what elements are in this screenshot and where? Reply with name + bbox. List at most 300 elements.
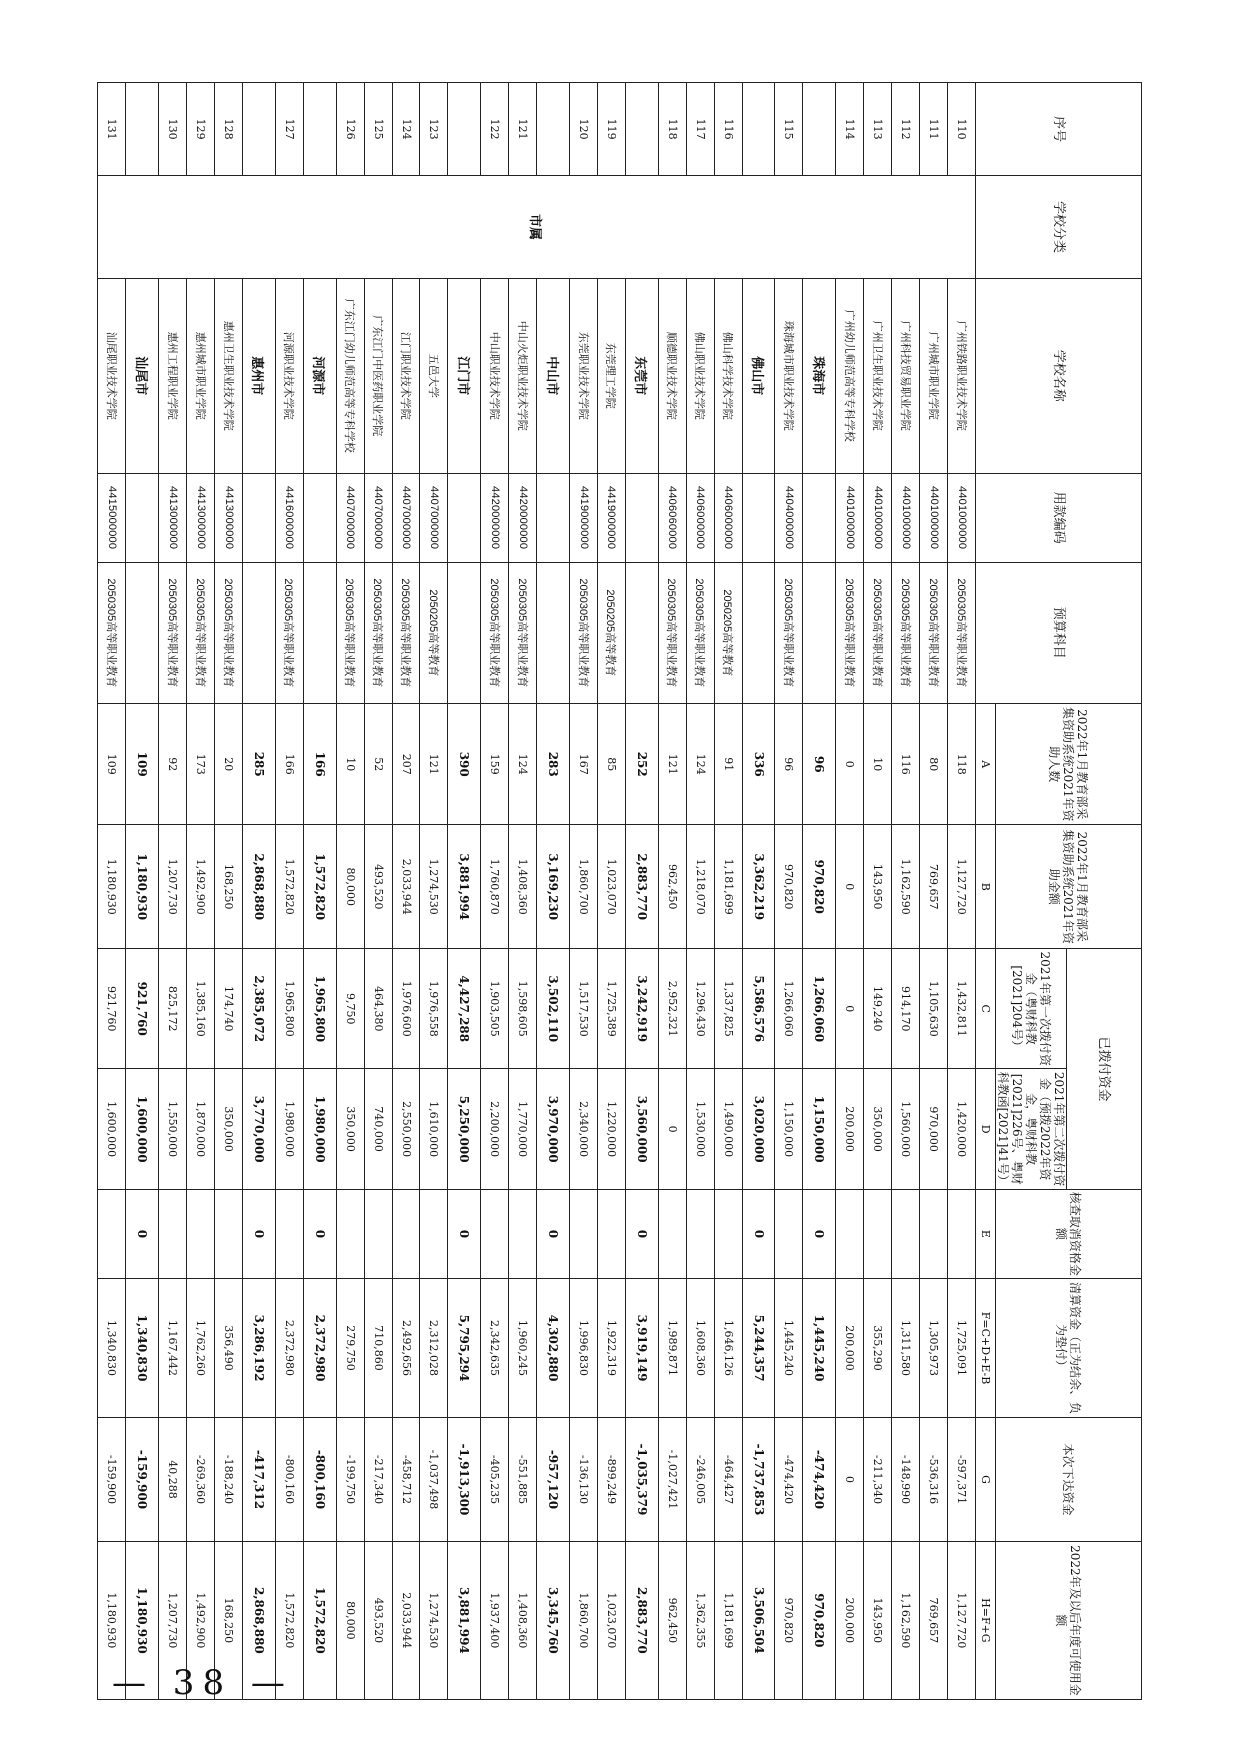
rotated-table-container [97,82,1142,1700]
cell-f: 356,490 [215,1278,243,1417]
cell-c: 9,750 [336,949,364,1069]
subject-cell [537,562,570,703]
cell-e [658,1189,686,1278]
cell-g: -136,130 [570,1418,598,1542]
school-name-cell: 中山职业技术学院 [481,278,509,473]
cell-g: -899,249 [598,1418,626,1542]
seq-cell: 116 [714,83,742,176]
cell-c: 1,296,430 [686,949,714,1069]
table-row [570,83,598,1700]
school-name-cell: 广州铁路职业技术学院 [948,278,976,473]
cell-c: 3,502,110 [537,949,570,1069]
cell-d: 2,550,000 [392,1069,420,1189]
code-cell: 4407000000 [392,473,420,562]
code-cell: 4420000000 [481,473,509,562]
cell-h: 769,657 [920,1541,948,1699]
cell-b: 1,180,930 [98,825,126,949]
cell-d: 200,000 [836,1069,864,1189]
seq-cell: 122 [481,83,509,176]
cell-f: 3,919,149 [625,1278,658,1417]
cell-c: 1,266,060 [803,949,836,1069]
header-subject: 预算科目 [976,562,1142,703]
seq-cell: 129 [187,83,215,176]
cell-d: 3,560,000 [625,1069,658,1189]
cell-g: -148,990 [892,1418,920,1542]
cell-b: 143,950 [864,825,892,949]
school-name-cell: 广州城市职业学院 [920,278,948,473]
subject-cell: 2050305高等职业教育 [364,562,392,703]
cell-h: 962,450 [658,1541,686,1699]
school-name-cell: 东莞职业技术学院 [570,278,598,473]
code-cell: 4413000000 [159,473,187,562]
seq-cell: 115 [775,83,803,176]
code-cell [243,473,276,562]
subtotal-row [742,83,775,1700]
letter-d: D [976,1069,996,1189]
school-name-cell: 中山市 [537,278,570,473]
cell-c: 1,385,160 [187,949,215,1069]
code-cell [742,473,775,562]
cell-c: 5,586,576 [742,949,775,1069]
cell-f: 1,646,126 [714,1278,742,1417]
cell-b: 1,162,590 [892,825,920,949]
cell-e [892,1189,920,1278]
subject-cell [126,562,159,703]
cell-h: 143,950 [864,1541,892,1699]
cell-c: 1,976,600 [392,949,420,1069]
cell-h: 1,180,930 [98,1541,126,1699]
cell-e [570,1189,598,1278]
cell-f: 1,960,245 [509,1278,537,1417]
code-cell: 4407000000 [336,473,364,562]
subject-cell: 2050305高等职业教育 [336,562,364,703]
cell-c: 1,903,505 [481,949,509,1069]
header-seq: 序号 [976,83,1142,176]
cell-a: 173 [187,704,215,825]
cell-a: 166 [275,704,303,825]
cell-b: 2,033,944 [392,825,420,949]
seq-cell: 113 [864,83,892,176]
code-cell: 4404000000 [775,473,803,562]
cell-e [187,1189,215,1278]
table-row [920,83,948,1700]
cell-c: 1,965,800 [303,949,336,1069]
cell-g: 40,288 [159,1418,187,1542]
cell-c: 1,598,605 [509,949,537,1069]
header-category: 学校分类 [976,176,1142,279]
cell-c: 149,240 [864,949,892,1069]
cell-e [836,1189,864,1278]
subject-cell: 2050305高等职业教育 [686,562,714,703]
subject-cell: 2050205高等教育 [714,562,742,703]
cell-h: 1,362,355 [686,1541,714,1699]
cell-f: 200,000 [836,1278,864,1417]
cell-g: -1,037,498 [420,1418,448,1542]
header-h: 2022年及以后年度可使用金额 [996,1541,1142,1699]
cell-a: 252 [625,704,658,825]
cell-h: 3,345,760 [537,1541,570,1699]
cell-g: -474,420 [775,1418,803,1542]
seq-cell: 124 [392,83,420,176]
school-name-cell: 惠州卫生职业技术学院 [215,278,243,473]
cell-a: 91 [714,704,742,825]
subject-cell: 2050305高等职业教育 [836,562,864,703]
cell-b: 2,883,770 [625,825,658,949]
cell-d: 350,000 [215,1069,243,1189]
cell-b: 1,492,900 [187,825,215,949]
cell-h: 1,181,699 [714,1541,742,1699]
cell-b: 493,520 [364,825,392,949]
cell-e [948,1189,976,1278]
cell-h: 3,506,504 [742,1541,775,1699]
code-cell: 4406000000 [686,473,714,562]
cell-g: -957,120 [537,1418,570,1542]
header-a: 2022年1月教育部采集资助系统2021年资助人数 [996,704,1142,825]
cell-f: 1,311,580 [892,1278,920,1417]
code-cell: 4401000000 [920,473,948,562]
subject-cell [625,562,658,703]
school-name-cell: 广州幼儿师范高等专科学校 [836,278,864,473]
code-cell: 4407000000 [364,473,392,562]
cell-g: -1,027,421 [658,1418,686,1542]
cell-d: 5,250,000 [448,1069,481,1189]
school-name-cell: 汕尾职业技术学院 [98,278,126,473]
code-cell: 4401000000 [948,473,976,562]
cell-h: 80,000 [336,1541,364,1699]
cell-a: 390 [448,704,481,825]
cell-d: 3,970,000 [537,1069,570,1189]
cell-e [481,1189,509,1278]
cell-b: 80,000 [336,825,364,949]
table-row [864,83,892,1700]
cell-f: 3,286,192 [243,1278,276,1417]
cell-e [420,1189,448,1278]
seq-cell: 130 [159,83,187,176]
cell-a: 121 [658,704,686,825]
cell-e [215,1189,243,1278]
cell-d: 740,000 [364,1069,392,1189]
cell-f: 710,860 [364,1278,392,1417]
letter-c: C [976,949,996,1069]
cell-d: 1,550,000 [159,1069,187,1189]
header-school: 学校名称 [976,278,1142,473]
seq-cell: 118 [658,83,686,176]
cell-g: -246,005 [686,1418,714,1542]
cell-e: 0 [303,1189,336,1278]
subject-cell [448,562,481,703]
cell-d: 1,150,000 [775,1069,803,1189]
seq-cell [126,83,159,176]
subject-cell [303,562,336,703]
letter-e: E [976,1189,996,1278]
table-row [892,83,920,1700]
table-row [187,83,215,1700]
cell-h: 1,162,590 [892,1541,920,1699]
cell-b: 1,181,699 [714,825,742,949]
school-name-cell: 广州科技贸易职业学院 [892,278,920,473]
cell-d: 1,600,000 [98,1069,126,1189]
cell-b: 1,127,720 [948,825,976,949]
subject-cell: 2050305高等职业教育 [187,562,215,703]
cell-b: 3,881,994 [448,825,481,949]
cell-e [336,1189,364,1278]
seq-cell [448,83,481,176]
subject-cell [243,562,276,703]
cell-f: 1,340,830 [98,1278,126,1417]
seq-cell: 119 [598,83,626,176]
cell-d: 1,870,000 [187,1069,215,1189]
subject-cell: 2050205高等教育 [420,562,448,703]
cell-e: 0 [126,1189,159,1278]
code-cell: 4401000000 [864,473,892,562]
cell-e [920,1189,948,1278]
letter-h: H=F+G [976,1541,996,1699]
cell-e [598,1189,626,1278]
cell-g: -405,235 [481,1418,509,1542]
seq-cell: 125 [364,83,392,176]
cell-h: 1,572,820 [303,1541,336,1699]
cell-a: 121 [420,704,448,825]
code-cell: 4420000000 [509,473,537,562]
seq-cell: 114 [836,83,864,176]
code-cell [303,473,336,562]
school-name-cell: 珠海市 [803,278,836,473]
school-name-cell: 东莞理工学院 [598,278,626,473]
code-cell [448,473,481,562]
cell-h: 1,274,530 [420,1541,448,1699]
cell-h: 970,820 [775,1541,803,1699]
cell-f: 2,372,980 [303,1278,336,1417]
cell-g: -474,420 [803,1418,836,1542]
cell-a: 109 [98,704,126,825]
cell-g: -199,750 [336,1418,364,1542]
cell-f: 1,445,240 [775,1278,803,1417]
table-row [159,83,187,1700]
cell-f: 1,762,260 [187,1278,215,1417]
table-row [836,83,864,1700]
code-cell [126,473,159,562]
cell-a: 124 [509,704,537,825]
seq-cell: 121 [509,83,537,176]
cell-h: 1,207,730 [159,1541,187,1699]
school-name-cell: 佛山科学技术学院 [714,278,742,473]
cell-c: 1,105,630 [920,949,948,1069]
cell-b: 1,274,530 [420,825,448,949]
school-name-cell: 河源市 [303,278,336,473]
cell-f: 355,290 [864,1278,892,1417]
cell-a: 96 [803,704,836,825]
cell-d: 2,340,000 [570,1069,598,1189]
table-row [509,83,537,1700]
cell-c: 464,380 [364,949,392,1069]
cell-e: 0 [625,1189,658,1278]
table-row [420,83,448,1700]
cell-h: 1,937,400 [481,1541,509,1699]
cell-e [159,1189,187,1278]
cell-g: -458,712 [392,1418,420,1542]
school-name-cell: 汕尾市 [126,278,159,473]
cell-c: 1,266,060 [775,949,803,1069]
cell-a: 124 [686,704,714,825]
cell-b: 1,860,700 [570,825,598,949]
school-name-cell: 惠州工程职业学院 [159,278,187,473]
cell-f: 1,922,319 [598,1278,626,1417]
cell-c: 1,337,825 [714,949,742,1069]
table-body [98,83,976,1700]
subject-cell: 2050305高等职业教育 [892,562,920,703]
header-d: 2021年第二次拨付资金（预拨2022年资金，粤财科教[2021]226号、粤财科教函[2021]41号） [996,1069,1067,1189]
cell-h: 168,250 [215,1541,243,1699]
cell-b: 1,572,820 [303,825,336,949]
cell-g: -1,035,379 [625,1418,658,1542]
cell-h: 2,033,944 [392,1541,420,1699]
cell-f: 2,342,635 [481,1278,509,1417]
cell-a: 85 [598,704,626,825]
cell-c: 914,170 [892,949,920,1069]
subject-cell: 2050305高等职业教育 [864,562,892,703]
cell-a: 96 [775,704,803,825]
subject-cell: 2050305高等职业教育 [948,562,976,703]
cell-c: 0 [836,949,864,1069]
cell-e [509,1189,537,1278]
table-row [775,83,803,1700]
cell-h: 970,820 [803,1541,836,1699]
seq-cell: 126 [336,83,364,176]
cell-b: 1,572,820 [275,825,303,949]
subject-cell [803,562,836,703]
seq-cell: 111 [920,83,948,176]
cell-c: 1,965,800 [275,949,303,1069]
cell-d: 1,600,000 [126,1069,159,1189]
cell-d: 350,000 [336,1069,364,1189]
cell-g: -211,340 [864,1418,892,1542]
school-name-cell: 江门职业技术学院 [392,278,420,473]
cell-e [864,1189,892,1278]
table-row [336,83,364,1700]
cell-c: 1,976,558 [420,949,448,1069]
table-row [215,83,243,1700]
code-cell: 4419000000 [570,473,598,562]
cell-a: 285 [243,704,276,825]
cell-b: 1,408,360 [509,825,537,949]
cell-a: 159 [481,704,509,825]
cell-h: 1,408,360 [509,1541,537,1699]
subject-cell: 2050305高等职业教育 [509,562,537,703]
cell-d: 3,770,000 [243,1069,276,1189]
letter-f: F=C+D+E-B [976,1278,996,1417]
cell-e: 0 [537,1189,570,1278]
cell-d: 1,770,000 [509,1069,537,1189]
table-row [686,83,714,1700]
cell-d: 3,020,000 [742,1069,775,1189]
cell-f: 1,608,360 [686,1278,714,1417]
cell-a: 207 [392,704,420,825]
cell-b: 1,207,730 [159,825,187,949]
cell-a: 283 [537,704,570,825]
cell-a: 92 [159,704,187,825]
subject-cell: 2050305高等职业教育 [775,562,803,703]
cell-b: 168,250 [215,825,243,949]
code-cell: 4406000000 [714,473,742,562]
cell-f: 2,492,656 [392,1278,420,1417]
cell-e [275,1189,303,1278]
cell-g: -1,737,853 [742,1418,775,1542]
cell-g: -1,913,300 [448,1418,481,1542]
table-row [392,83,420,1700]
subject-cell: 2050305高等职业教育 [98,562,126,703]
cell-b: 0 [836,825,864,949]
cell-e [392,1189,420,1278]
school-name-cell: 珠海城市职业技术学院 [775,278,803,473]
cell-g: 0 [836,1418,864,1542]
table-row [364,83,392,1700]
code-cell: 4406060000 [658,473,686,562]
code-cell [537,473,570,562]
cell-h: 2,868,880 [243,1541,276,1699]
cell-f: 1,445,240 [803,1278,836,1417]
cell-a: 10 [864,704,892,825]
cell-g: -159,900 [98,1418,126,1542]
table-row [98,83,126,1700]
funding-table [97,82,1142,1700]
cell-h: 1,127,720 [948,1541,976,1699]
subject-cell: 2050205高等教育 [598,562,626,703]
code-cell [803,473,836,562]
category-cell: 市属 [98,176,976,279]
cell-f: 1,340,830 [126,1278,159,1417]
subject-cell: 2050305高等职业教育 [275,562,303,703]
school-name-cell: 五邑大学 [420,278,448,473]
cell-f: 2,312,028 [420,1278,448,1417]
cell-h: 2,883,770 [625,1541,658,1699]
cell-b: 769,657 [920,825,948,949]
cell-e [364,1189,392,1278]
cell-c: 2,385,072 [243,949,276,1069]
header-paid-group: 已拨付资金 [1067,949,1142,1190]
seq-cell [303,83,336,176]
header-b: 2022年1月教育部采集资助系统2021年资助金额 [996,825,1142,949]
letter-g: G [976,1418,996,1542]
cell-a: 167 [570,704,598,825]
subtotal-row [537,83,570,1700]
cell-c: 2,952,321 [658,949,686,1069]
seq-cell: 128 [215,83,243,176]
cell-b: 2,868,880 [243,825,276,949]
seq-cell: 112 [892,83,920,176]
cell-d: 1,420,000 [948,1069,976,1189]
cell-a: 52 [364,704,392,825]
code-cell: 4413000000 [215,473,243,562]
subject-cell: 2050305高等职业教育 [481,562,509,703]
seq-cell [243,83,276,176]
seq-cell: 117 [686,83,714,176]
subject-cell: 2050305高等职业教育 [159,562,187,703]
code-cell: 4407000000 [420,473,448,562]
cell-h: 1,860,700 [570,1541,598,1699]
table-row [658,83,686,1700]
table-row [598,83,626,1700]
cell-d: 1,150,000 [803,1069,836,1189]
subject-cell: 2050305高等职业教育 [920,562,948,703]
code-cell: 4415000000 [98,473,126,562]
school-name-cell: 惠州城市职业学院 [187,278,215,473]
cell-b: 3,362,219 [742,825,775,949]
seq-cell: 120 [570,83,598,176]
cell-a: 336 [742,704,775,825]
cell-h: 1,023,070 [598,1541,626,1699]
table-header [976,83,1142,1700]
cell-b: 1,023,070 [598,825,626,949]
